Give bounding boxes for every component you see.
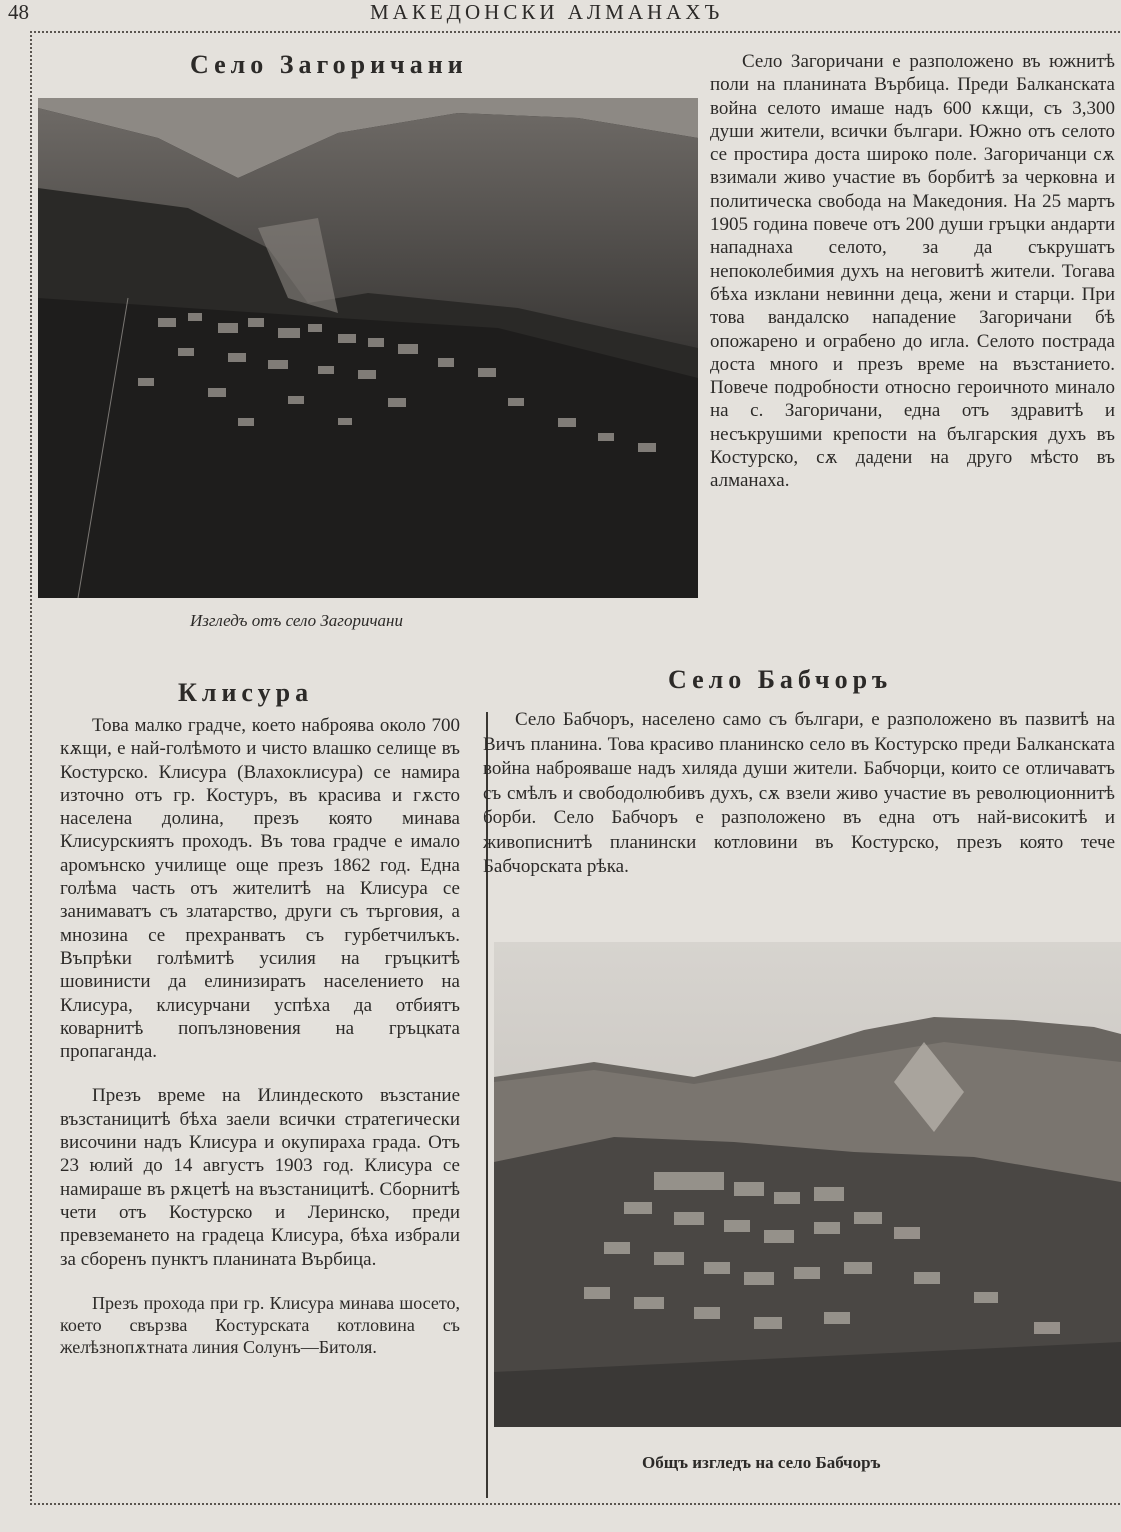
page-number: 48 xyxy=(8,0,29,24)
text-babchor xyxy=(483,708,1115,880)
section-title-klisura: Клисура xyxy=(178,678,314,707)
paragraph: Това малко градче, което наброява около 700 кѫщи, е най-голѣмото и чисто влашко селище въ Костурско. Клисура (Влахоклисура) се намира източно отъ гр. Костуръ, въ красива и гѫсто населена долина, презъ която минава Клисурскиятъ проходъ. Въ това градче е имало аромънско училище още презъ 1862 год. Една голѣма часть отъ жителитѣ на Клисура се занимаватъ съ златарство, други съ търговия, а мнозина се прехранватъ съ гурбетчилъкъ. Въпрѣки голѣмитѣ усилия на гръцкитѣ шовинисти да елинизиратъ населението на Клисура, клисурчани успѣха да отбиятъ коварнитѣ попълзновения на гръцката пропаганда. xyxy=(60,715,460,1063)
section-title-babchor: Село Бабчоръ xyxy=(668,665,893,694)
photo-babchor xyxy=(494,942,1121,1427)
paragraph: Презъ време на Илиндеското възстание възстаницитѣ бѣха заели всички стратегически височини надъ Клисура и окупираха града. Отъ 23 юлий до 14 августъ 1903 год. Клисура се намираше въ рѫцетѣ на възстаницитѣ. Сборнитѣ чети отъ Костурско и Леринско, преди превземането на градеца Клисура, бѣха избрали за сборенъ пунктъ планината Върбица. xyxy=(60,1085,460,1270)
photo-caption-zagorichani: Изгледъ отъ село Загоричани xyxy=(190,611,403,630)
paragraph: Село Бабчоръ, населено само съ българи, е разположено въ пазвитѣ на Вичъ планина. Това красиво планинско село въ Костурско преди Балканската война наброяваше надъ хиляда души жители. Бабчорци, които се отличаватъ съ смѣлъ и свободолюбивъ духъ, сѫ взели живо участие въ революционнитѣ борби. Село Бабчоръ е разположено въ една отъ най-високитѣ и живописнитѣ планински котловини въ Костурско, презъ която тече Бабчорската рѣка. xyxy=(483,709,1115,877)
photo-zagorichani xyxy=(38,98,698,598)
section-title-zagorichani: Село Загоричани xyxy=(190,50,468,79)
photo-caption-babchor: Общъ изгледъ на село Бабчоръ xyxy=(642,1453,881,1472)
text-klisura xyxy=(60,714,460,1359)
running-title: МАКЕДОНСКИ АЛМАНАХЪ xyxy=(370,0,724,24)
text-zagorichani xyxy=(710,50,1115,493)
paragraph: Село Загоричани е разположено въ южнитѣ поли на планината Върбица. Преди Балканската война селото имаше надъ 600 кѫщи, съ 3,300 души жители, всички българи. Южно отъ селото се простира доста широко поле. Загоричанци сѫ взимали живо участие въ борбитѣ за черковна и политическа свобода на Македония. На 25 мартъ 1905 година повече отъ 200 души гръцки андарти нападнаха селото, за да съкрушатъ непоколебимия духъ на неговитѣ жители. Тогава бѣха изклани невинни деца, жени и старци. При това вандалско нападение Загоричани бѣ опожарено и ограбено до игла. Селото пострада доста много и презъ време на възстанието. Повече подробности относно героичното минало на с. Загоричани, една отъ здравитѣ и несъкрушими крепости на българския духъ въ Костурско, сѫ дадени на друго мѣсто въ алманаха. xyxy=(710,51,1115,492)
paragraph: Презъ прохода при гр. Клисура минава шосето, което свързва Костурската котловина съ желѣзнопѫтната линия Солунъ—Битоля. xyxy=(60,1292,460,1358)
